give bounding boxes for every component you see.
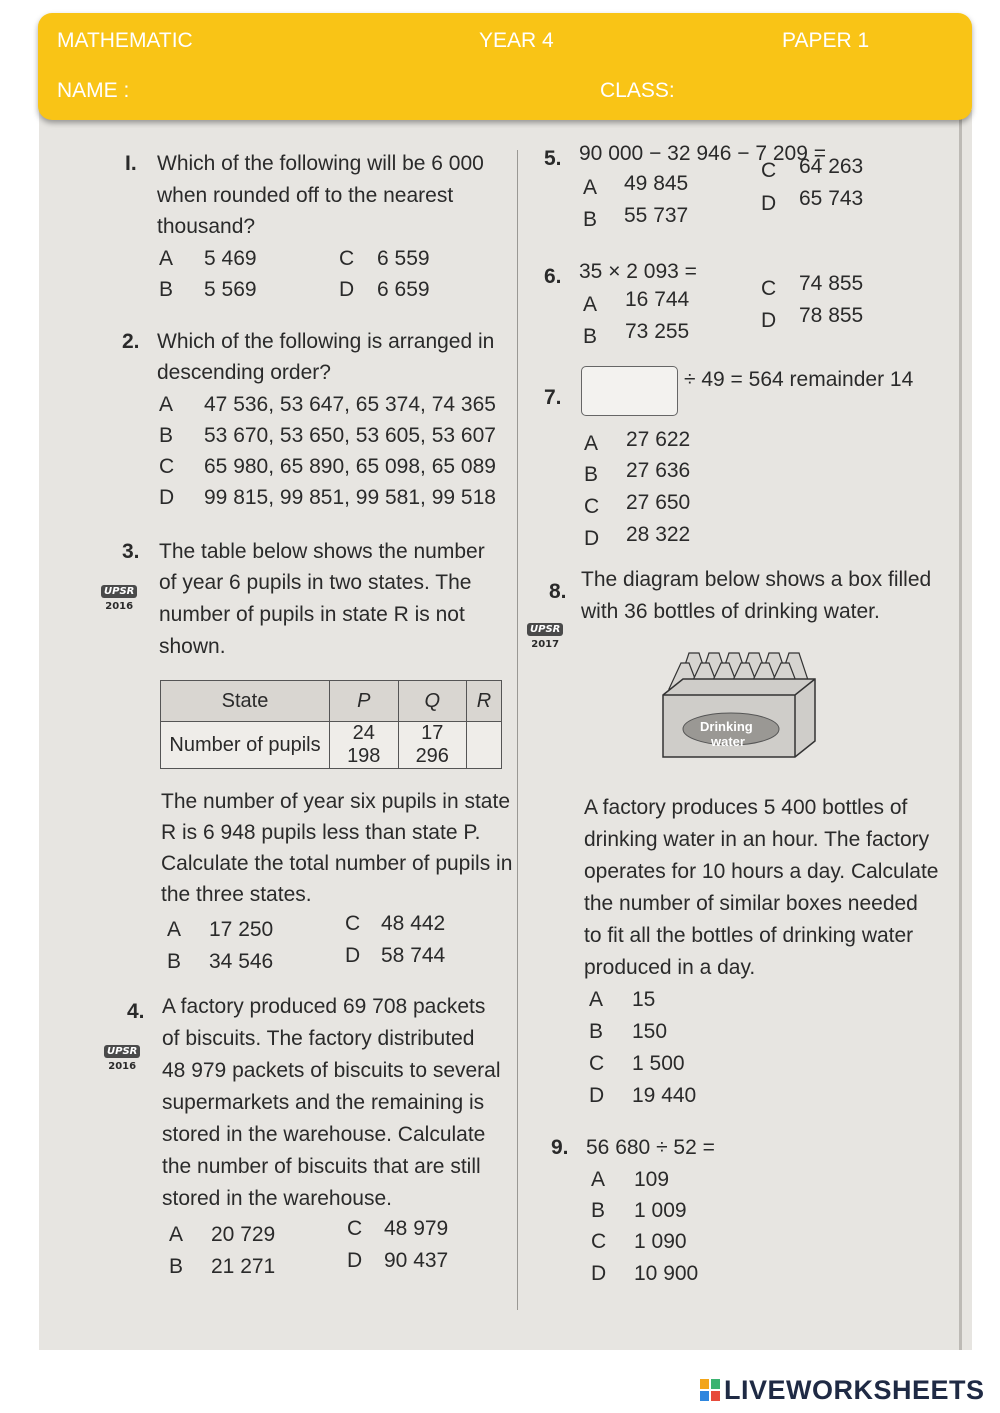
q2-option-value: 65 980, 65 890, 65 098, 65 089 [204, 455, 496, 478]
table-header-cell: Q [398, 681, 467, 722]
q2-option-value: 47 536, 53 647, 65 374, 74 365 [204, 393, 496, 416]
q3-option-letter: C [345, 912, 361, 935]
q9-number: 9. [551, 1136, 569, 1159]
q8-option-letter: C [589, 1052, 605, 1075]
q5-option-value: 64 263 [799, 155, 864, 178]
q4-option-value: 90 437 [384, 1249, 449, 1272]
q4-text-line: supermarkets and the remaining is [162, 1091, 485, 1114]
upsr-year: 2016 [108, 1061, 137, 1072]
q9-expression: 56 680 ÷ 52 = [586, 1136, 715, 1159]
box-label: Drinking [700, 719, 753, 734]
q1-text-line: thousand? [157, 215, 256, 238]
upsr-tag: UPSR [527, 623, 563, 636]
q9-option-value: 10 900 [634, 1262, 699, 1285]
upsr-tag: UPSR [101, 585, 137, 598]
q7-option-letter: D [584, 527, 600, 550]
box-label: water [711, 734, 745, 749]
q4-text-line: stored in the warehouse. Calculate [162, 1123, 486, 1146]
q5-expression: 90 000 − 32 946 − 7 209 = [579, 142, 826, 165]
q3-option-letter: A [167, 918, 182, 941]
q6-option-value: 16 744 [625, 288, 690, 311]
q4-option-letter: A [169, 1223, 184, 1246]
q1-option-letter: A [159, 247, 174, 270]
q6-option-letter: A [583, 293, 598, 316]
q7-option-letter: A [584, 432, 599, 455]
upsr-badge [527, 614, 563, 650]
upsr-tag: UPSR [104, 1045, 140, 1058]
q9-option-letter: C [591, 1230, 607, 1253]
q7-option-letter: B [584, 463, 599, 486]
q5-option-value: 65 743 [799, 187, 864, 210]
q8-option-value: 1 500 [632, 1052, 685, 1075]
q1-option-value: 6 559 [377, 247, 430, 270]
q8-text-line: A factory produces 5 400 bottles of [584, 796, 908, 819]
q3-text-line: The table below shows the number [159, 540, 485, 563]
q3-option-value: 58 744 [381, 944, 446, 967]
q9-option-letter: B [591, 1199, 606, 1222]
upsr-badge [101, 576, 137, 612]
q3-option-value: 34 546 [209, 950, 274, 973]
q5-option-letter: C [761, 159, 777, 182]
q3-option-letter: D [345, 944, 361, 967]
q1-option-value: 6 659 [377, 278, 430, 301]
q8-text-line: operates for 10 hours a day. Calculate [584, 860, 939, 883]
q8-text-line: produced in a day. [584, 956, 756, 979]
q2-number: 2. [122, 330, 140, 353]
liveworksheets-brand[interactable]: LIVEWORKSHEETS [724, 1375, 985, 1405]
table-cell: 24 198 [330, 722, 399, 769]
q2-text-line: descending order? [157, 361, 331, 384]
q3-number: 3. [122, 540, 140, 563]
q6-number: 6. [544, 265, 562, 288]
q8-text-line: The diagram below shows a box filled [581, 568, 932, 591]
q5-option-letter: D [761, 192, 777, 215]
liveworksheets-logo-icon [700, 1379, 720, 1401]
paper-label: PAPER 1 [782, 29, 870, 52]
q1-option-letter: D [339, 278, 355, 301]
q3-option-letter: B [167, 950, 182, 973]
upsr-year: 2017 [531, 639, 560, 650]
q9-option-value: 1 090 [634, 1230, 687, 1253]
q6-option-value: 73 255 [625, 320, 690, 343]
q8-option-value: 150 [632, 1020, 668, 1043]
table-header-cell: R [467, 681, 502, 722]
q6-option-value: 74 855 [799, 272, 864, 295]
q1-option-letter: C [339, 247, 355, 270]
worksheet-page [39, 110, 972, 1350]
q8-option-value: 19 440 [632, 1084, 697, 1107]
q1-option-value: 5 569 [204, 278, 257, 301]
q7-option-letter: C [584, 495, 600, 518]
q1-text-line: Which of the following will be 6 000 [157, 152, 484, 175]
worksheet-header [38, 13, 972, 120]
q8-text-line: drinking water in an hour. The factory [584, 828, 930, 851]
q5-option-value: 49 845 [624, 172, 689, 195]
table-cell: Number of pupils [161, 722, 330, 769]
q1-option-value: 5 469 [204, 247, 257, 270]
upsr-year: 2016 [105, 601, 134, 612]
q8-option-letter: D [589, 1084, 605, 1107]
q2-option-value: 53 670, 53 650, 53 605, 53 607 [204, 424, 496, 447]
q8-option-value: 15 [632, 988, 656, 1011]
column-divider [517, 150, 518, 1310]
q7-number: 7. [544, 386, 562, 409]
pupils-table [160, 680, 502, 769]
q8-text-line: with 36 bottles of drinking water. [581, 600, 880, 623]
q7-option-value: 27 636 [626, 459, 691, 482]
q7-option-value: 27 622 [626, 428, 691, 451]
q4-text-line: 48 979 packets of biscuits to several [162, 1059, 501, 1082]
q3-text-line: R is 6 948 pupils less than state P. [161, 821, 481, 844]
q1-option-letter: B [159, 278, 174, 301]
q4-text-line: the number of biscuits that are still [162, 1155, 481, 1178]
q3-text-line: of year 6 pupils in two states. The [159, 571, 472, 594]
q6-option-letter: D [761, 309, 777, 332]
q6-expression: 35 × 2 093 = [579, 260, 697, 283]
q4-number: 4. [127, 1000, 145, 1023]
q4-text-line: of biscuits. The factory distributed [162, 1027, 475, 1050]
q5-number: 5. [544, 147, 562, 170]
q2-option-letter: C [159, 455, 175, 478]
class-label: CLASS: [600, 79, 675, 102]
q1-text-line: when rounded off to the nearest [157, 184, 454, 207]
q8-option-letter: B [589, 1020, 604, 1043]
q4-option-letter: C [347, 1217, 363, 1240]
table-header-row [161, 681, 502, 722]
q3-text-line: number of pupils in state R is not [159, 603, 465, 626]
q4-text-line: stored in the warehouse. [162, 1187, 392, 1210]
q2-option-letter: A [159, 393, 174, 416]
q1-number: I. [125, 152, 137, 175]
q9-option-letter: A [591, 1168, 606, 1191]
q6-option-letter: B [583, 325, 598, 348]
upsr-badge [104, 1036, 140, 1072]
q9-option-value: 109 [634, 1168, 670, 1191]
q3-text-line: Calculate the total number of pupils in [161, 852, 513, 875]
q2-option-value: 99 815, 99 851, 99 581, 99 518 [204, 486, 496, 509]
q2-option-letter: D [159, 486, 175, 509]
q2-text-line: Which of the following is arranged in [157, 330, 495, 353]
q9-option-value: 1 009 [634, 1199, 687, 1222]
q3-text-line: the three states. [161, 883, 312, 906]
q7-expression: ÷ 49 = 564 remainder 14 [684, 368, 914, 391]
q4-option-value: 20 729 [211, 1223, 276, 1246]
name-label: NAME : [57, 79, 130, 102]
q3-text-line: The number of year six pupils in state [161, 790, 511, 813]
q8-text-line: to fit all the bottles of drinking water [584, 924, 914, 947]
q4-option-letter: B [169, 1255, 184, 1278]
subject-label: MATHEMATIC [57, 29, 193, 52]
q2-option-letter: B [159, 424, 174, 447]
table-cell: 17 296 [398, 722, 467, 769]
q4-option-value: 21 271 [211, 1255, 276, 1278]
table-header-cell: P [330, 681, 399, 722]
q7-option-value: 27 650 [626, 491, 691, 514]
q8-option-letter: A [589, 988, 604, 1011]
q8-number: 8. [549, 580, 567, 603]
q4-option-letter: D [347, 1249, 363, 1272]
year-label: YEAR 4 [479, 29, 554, 52]
q3-option-value: 17 250 [209, 918, 274, 941]
q9-option-letter: D [591, 1262, 607, 1285]
q3-option-value: 48 442 [381, 912, 446, 935]
q4-text-line: A factory produced 69 708 packets [162, 995, 486, 1018]
q7-answer-box [581, 366, 678, 416]
q6-option-value: 78 855 [799, 304, 864, 327]
table-row [161, 722, 502, 769]
q5-option-letter: B [583, 208, 598, 231]
q5-option-letter: A [583, 176, 598, 199]
q3-text-line: shown. [159, 635, 226, 658]
page-edge [959, 110, 962, 1350]
table-cell [467, 722, 502, 769]
q7-option-value: 28 322 [626, 523, 691, 546]
q5-option-value: 55 737 [624, 204, 689, 227]
q8-text-line: the number of similar boxes needed [584, 892, 918, 915]
table-header-cell: State [161, 681, 330, 722]
q6-option-letter: C [761, 277, 777, 300]
q4-option-value: 48 979 [384, 1217, 449, 1240]
